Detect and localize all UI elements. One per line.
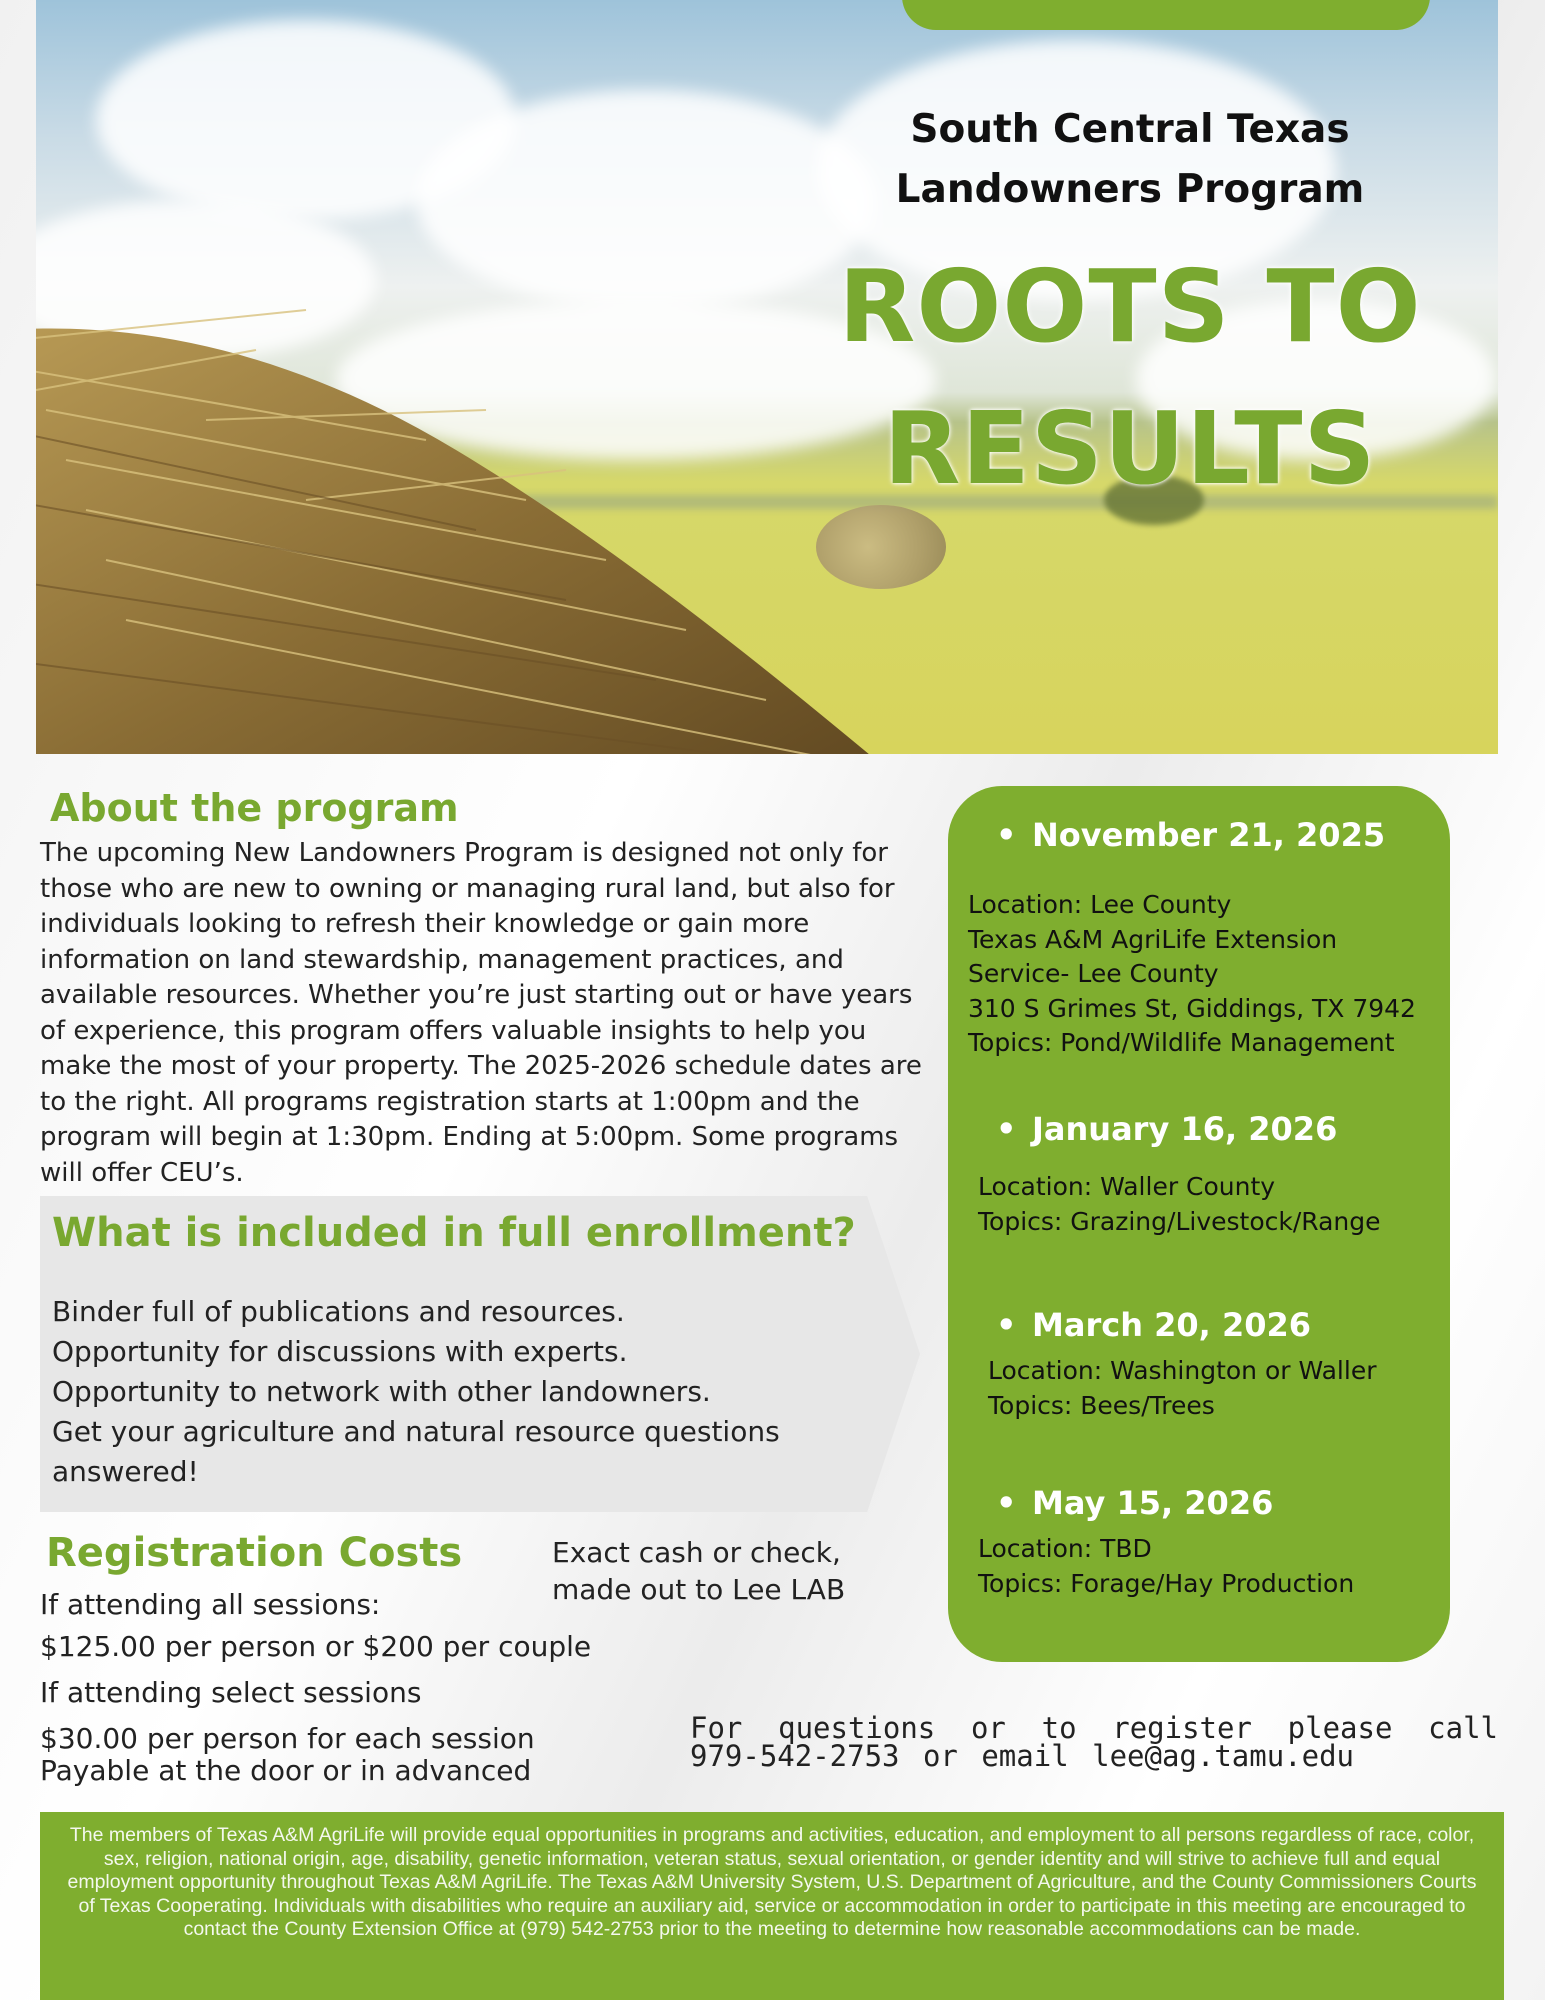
schedule-detail-line: Location: TBD (978, 1534, 1152, 1563)
bullet-icon: • (996, 1484, 1017, 1522)
hero-top-accent-bar (902, 0, 1430, 30)
title-line-1: ROOTS TO (838, 248, 1422, 365)
about-body: The upcoming New Landowners Program is designed not only for those who are new to owning or managing rural land, but also for individuals looking to refresh their knowledge or gain more information on land stewardship, management practices, and available resources. Whether you’re just starting out or have years of experience, this program offers valuable insights to help you make the most of your property. The 2025-2026 schedule dates are to the right. All programs registration starts at 1:00pm and the program will begin at 1:30pm. Ending at 5:00pm. Some programs will offer CEU’s. (40, 838, 922, 1188)
schedule-details-1 (968, 888, 1416, 1061)
schedule-date-text: November 21, 2025 (1032, 816, 1386, 854)
select-sessions-price: $30.00 per person for each session (40, 1722, 535, 1755)
enrollment-list (52, 1292, 852, 1492)
schedule-detail-line: 310 S Grimes St, Giddings, TX 7942 (968, 993, 1416, 1023)
schedule-detail-line: Topics: Forage/Hay Production (978, 1568, 1355, 1598)
schedule-date-text: May 15, 2026 (1032, 1484, 1274, 1522)
enrollment-item: Opportunity for discussions with experts. (52, 1335, 628, 1368)
schedule-date-text: January 16, 2026 (1032, 1110, 1338, 1148)
schedule-detail-line: Location: Waller County (978, 1172, 1276, 1201)
schedule-date-4 (996, 1484, 1273, 1522)
payment-note: Exact cash or check, made out to Lee LAB (552, 1536, 846, 1606)
about-heading: About the program (50, 786, 459, 830)
select-sessions-label: If attending select sessions (40, 1676, 422, 1709)
schedule-date-1 (996, 816, 1385, 854)
program-title (800, 236, 1460, 520)
schedule-detail-line: Topics: Grazing/Livestock/Range (978, 1206, 1381, 1236)
subtitle-line-1: South Central Texas (910, 107, 1350, 152)
schedule-detail-line: Topics: Pond/Wildlife Management (968, 1028, 1395, 1057)
all-sessions-price: $125.00 per person or $200 per couple (40, 1630, 592, 1663)
subtitle-line-2: Landowners Program (895, 167, 1365, 212)
schedule-date-2 (996, 1110, 1337, 1148)
title-line-2: RESULTS (883, 390, 1377, 507)
enrollment-item: Opportunity to network with other landowners. (52, 1375, 711, 1408)
nondiscrimination-footer: The members of Texas A&M AgriLife will provide equal opportunities in programs and activities, education, and employment to all persons regardless of race, color, sex, religion, national origin, age, disability, genetic information, veteran status, sexual orientation, or gender identity and will strive to achieve full and equal employment opportunity throughout Texas A&M AgriLife. The Texas A&M University System, U.S. Department of Agriculture, and the County Commissioners Courts of Texas Cooperating. Individuals with disabilities who require an auxiliary aid, service or accommodation in order to participate in this meeting are encouraged to contact the County Extension Office at (979) 542-2753 prior to the meeting to determine how reasonable accommodations can be made. (40, 1812, 1504, 2000)
schedule-details-3 (988, 1354, 1376, 1423)
bullet-icon: • (996, 1110, 1017, 1148)
hay-pile-foreground (36, 300, 876, 754)
schedule-detail-line: Service- Lee County (968, 959, 1219, 988)
schedule-detail-line: Location: Washington or Waller (988, 1356, 1377, 1385)
schedule-date-3 (996, 1306, 1311, 1344)
enrollment-item: Get your agriculture and natural resource questions answered! (52, 1415, 780, 1488)
schedule-details-4 (978, 1532, 1354, 1601)
enrollment-item: Binder full of publications and resources. (52, 1295, 625, 1328)
schedule-detail-line: Topics: Bees/Trees (988, 1390, 1215, 1420)
enrollment-heading: What is included in full enrollment? (52, 1210, 856, 1256)
all-sessions-label: If attending all sessions: (40, 1588, 381, 1621)
schedule-detail-line: Location: Lee County (968, 890, 1232, 919)
program-subtitle (860, 100, 1400, 220)
registration-heading: Registration Costs (46, 1530, 463, 1576)
bullet-icon: • (996, 816, 1017, 854)
bullet-icon: • (996, 1306, 1017, 1344)
payable-note: Payable at the door or in advanced (40, 1754, 532, 1787)
schedule-details-2 (978, 1170, 1381, 1239)
schedule-date-text: March 20, 2026 (1032, 1306, 1311, 1344)
contact-info: For questions or to register please call 979-542-2753 or email lee@ag.tamu.edu (690, 1711, 1498, 1773)
schedule-detail-line: Texas A&M AgriLife Extension (968, 924, 1338, 954)
